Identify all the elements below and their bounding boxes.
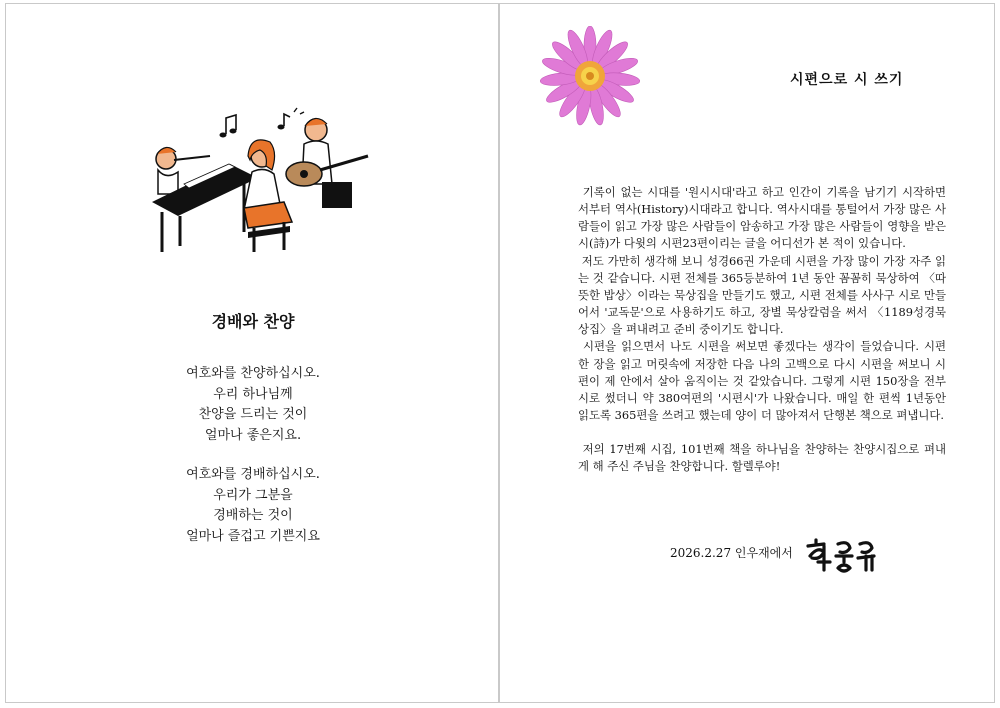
pink-flower-icon — [536, 26, 644, 126]
poem-line: 여호와를 찬양하십시오. — [186, 366, 320, 381]
poem-line: 얼마나 즐겁고 기쁜지요 — [186, 528, 320, 544]
poem-stanza — [6, 465, 500, 547]
paragraph: 시편을 읽으면서 나도 시편을 써보면 좋겠다는 생각이 들었습니다. 시편 한 장을 읽고 머릿속에 저장한 다음 나의 고백으로 다시 시편을 써보니 시편이 제 안에서 살아 움직이는 것 같았습니다. 그렇게 시편 150장을 전부 시로 썼더니 약 380여편의 '시편시'가 나왔습니다. 매일 한 편씩 1년동안 읽도록 365편을 쓰려고 했는데 양이 더 많아져서 단행본 책으로 펴냅니다. — [578, 339, 946, 423]
poem-stanza — [6, 364, 500, 446]
left-page — [5, 3, 499, 703]
right-page — [499, 3, 995, 703]
poem — [6, 364, 500, 566]
paragraph: 저의 17번째 시집, 101번째 책을 하나님을 찬양하는 찬양시집으로 펴내게 해 주신 주님을 찬양합니다. 할렐루야! — [578, 442, 946, 474]
page-heading: 시편으로 시 쓰기 — [790, 72, 904, 88]
poem-line: 여호와를 경배하십시오. — [186, 467, 320, 482]
poem-line: 경배하는 것이 — [213, 508, 293, 523]
poem-line: 우리가 그분을 — [213, 487, 293, 503]
body-text — [578, 184, 946, 476]
date-place: 2026.2.27 인우재에서 — [670, 546, 793, 560]
poem-title: 경배와 찬양 — [211, 312, 295, 331]
paragraph: 저도 가만히 생각해 보니 성경66권 가운데 시편을 가장 많이 가장 자주 읽는 것 같습니다. 시편 전체를 365등분하여 1년 동안 꼼꼼히 묵상하여 〈따뜻한 밥상〉이라는 묵상집을 만들기도 했고, 시편 전체를 사사구 시로 만들어서 '교독문'으로 사용하기도 하고, 장별 묵상칼럼을 써서 〈1189성경묵상집〉을 펴내려고 준비 중이기도 합니다. — [578, 253, 947, 337]
musicians-illustration-icon — [144, 104, 374, 259]
poem-line: 우리 하나님께 — [213, 386, 293, 402]
poem-line: 얼마나 좋은지요. — [204, 427, 302, 443]
paragraph: 기록이 없는 시대를 '원시시대'라고 하고 인간이 기록을 남기기 시작하면서부터 역사(History)시대라고 합니다. 역사시대를 통털어서 가장 많은 사람들이 읽고 가장 많은 사람들이 암송하고 가장 많은 사람들이 영향을 받은 시(詩)가 다윗의 시편23편이리는 글을 어디선가 본 적이 있습니다. — [578, 185, 947, 251]
poem-line: 찬양을 드리는 것이 — [198, 407, 308, 422]
signature-icon — [802, 532, 882, 578]
